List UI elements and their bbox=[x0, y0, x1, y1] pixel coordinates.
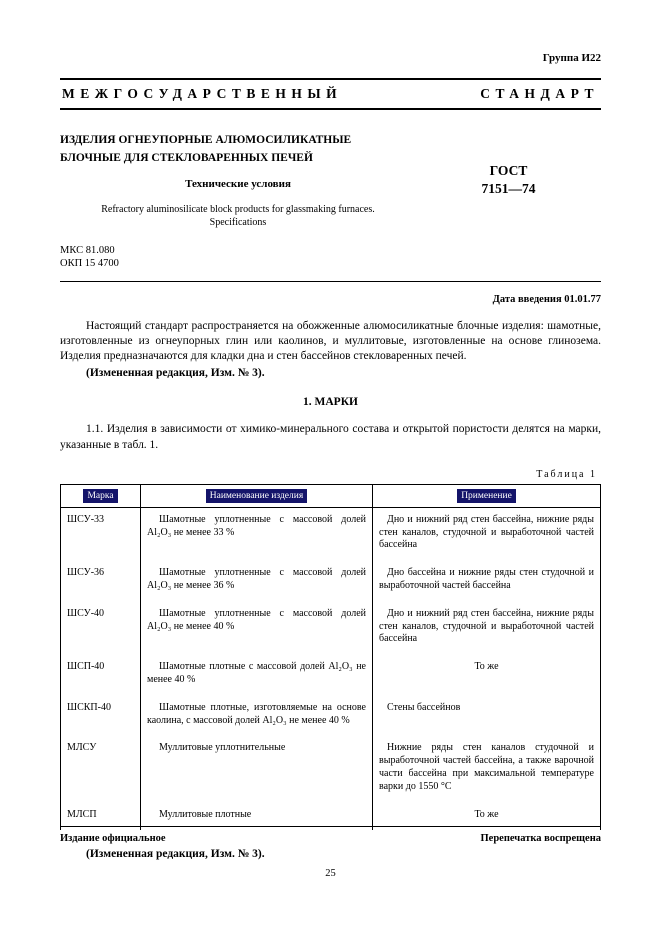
cell-mark: ШСУ-40 bbox=[61, 602, 141, 655]
table-row bbox=[61, 507, 601, 561]
cell-application: Стены бассейнов bbox=[373, 696, 601, 737]
cell-mark: ШСУ-36 bbox=[61, 561, 141, 602]
classification-codes bbox=[60, 244, 416, 270]
cell-application: Дно бассейна и нижние ряды стен студочной и выработочной частей бассейна bbox=[373, 561, 601, 602]
cell-name: Шамотные уплотненные с массовой долей Al₂O₃ не менее 36 % bbox=[141, 561, 373, 602]
cell-application: То же bbox=[373, 655, 601, 696]
cell-application: Нижние ряды стен каналов студочной и выработочной частей бассейна, а также варочной части бассейна при максимальной температуре варки до 1550 °С bbox=[373, 736, 601, 802]
table-row bbox=[61, 602, 601, 655]
introduction-date-label: Дата введения bbox=[492, 293, 562, 305]
table-row bbox=[61, 696, 601, 737]
cell-application: То же bbox=[373, 803, 601, 831]
table-row bbox=[61, 655, 601, 696]
english-title-line2: Specifications bbox=[209, 216, 267, 228]
document-title-line1: ИЗДЕЛИЯ ОГНЕУПОРНЫЕ АЛЮМОСИЛИКАТНЫЕ bbox=[60, 134, 352, 146]
cell-name: Муллитовые уплотнительные bbox=[141, 736, 373, 802]
english-title-line1: Refractory aluminosilicate block products for glassmaking furnaces. bbox=[101, 203, 375, 215]
page-footer bbox=[60, 826, 601, 844]
mks-code: МКС 81.080 bbox=[60, 244, 115, 256]
marks-table bbox=[60, 484, 601, 831]
gost-designation bbox=[416, 162, 601, 270]
cell-name: Шамотные уплотненные с массовой долей Al₂O₃ не менее 40 % bbox=[141, 602, 373, 655]
cell-application: Дно и нижний ряд стен бассейна, нижние ряды стен каналов, студочной и выработочной частей бассейна bbox=[373, 602, 601, 655]
cell-mark: ШСКП-40 bbox=[61, 696, 141, 737]
standard-banner bbox=[60, 78, 601, 110]
introduction-date-value: 01.01.77 bbox=[564, 293, 601, 305]
cell-mark: МЛСП bbox=[61, 803, 141, 831]
title-block bbox=[60, 132, 601, 270]
horizontal-rule bbox=[60, 281, 601, 282]
document-title-line2: БЛОЧНЫЕ ДЛЯ СТЕКЛОВАРЕННЫХ ПЕЧЕЙ bbox=[60, 151, 313, 164]
cell-name: Шамотные плотные с массовой долей Al₂O₃ не менее 40 % bbox=[141, 655, 373, 696]
footer-reprint-notice: Перепечатка воспрещена bbox=[480, 833, 601, 844]
english-title bbox=[60, 203, 416, 229]
amendment-note-2: (Измененная редакция, Изм. № 3). bbox=[86, 848, 265, 861]
cell-mark: МЛСУ bbox=[61, 736, 141, 802]
document-subtitle: Технические условия bbox=[185, 177, 291, 190]
table-row bbox=[61, 561, 601, 602]
table-header-row bbox=[61, 484, 601, 507]
group-label: Группа И22 bbox=[542, 52, 601, 64]
footer-official-edition: Издание официальное bbox=[60, 833, 166, 844]
standard-banner-word1: МЕЖГОСУДАРСТВЕННЫЙ bbox=[62, 86, 343, 101]
cell-mark: ШСП-40 bbox=[61, 655, 141, 696]
cell-name: Шамотные уплотненные с массовой долей Al₂O₃ не менее 33 % bbox=[141, 507, 373, 561]
introduction-date bbox=[60, 294, 601, 305]
standard-banner-word2: СТАНДАРТ bbox=[480, 86, 599, 101]
table-row bbox=[61, 736, 601, 802]
gost-label: ГОСТ bbox=[489, 163, 528, 178]
amendment-note-1: (Измененная редакция, Изм. № 3). bbox=[86, 367, 265, 380]
cell-name: Муллитовые плотные bbox=[141, 803, 373, 831]
col-header-name: Наименование изделия bbox=[141, 484, 373, 507]
gost-number: 7151—74 bbox=[481, 181, 536, 197]
page-number: 25 bbox=[325, 868, 336, 879]
scope-paragraph: Настоящий стандарт распространяется на обожженные алюмосиликатные блочные изделия: шамотные, изготовленные из огнеупорных глин или каолинов, и муллитовые, изготовленные на основе глинозема. Изделия предназначаются для кладки дна и стен бассейнов стекловаренных печей. bbox=[60, 319, 601, 363]
cell-mark: ШСУ-33 bbox=[61, 507, 141, 561]
title-left-column bbox=[60, 132, 416, 270]
cell-application: Дно и нижний ряд стен бассейна, нижние ряды стен каналов, студочной и выработочной частей бассейна bbox=[373, 507, 601, 561]
section-1-title: 1. МАРКИ bbox=[303, 396, 358, 409]
col-header-application: Применение bbox=[373, 484, 601, 507]
clause-1-1: 1.1. Изделия в зависимости от химико-минерального состава и открытой пористости делятся на марки, указанные в табл. 1. bbox=[60, 423, 601, 451]
table-caption: Таблица 1 bbox=[536, 468, 597, 480]
cell-name: Шамотные плотные, изготовляемые на основе каолина, с массовой долей Al₂O₃ не менее 40 % bbox=[141, 696, 373, 737]
okp-code: ОКП 15 4700 bbox=[60, 257, 119, 269]
col-header-mark: Марка bbox=[61, 484, 141, 507]
